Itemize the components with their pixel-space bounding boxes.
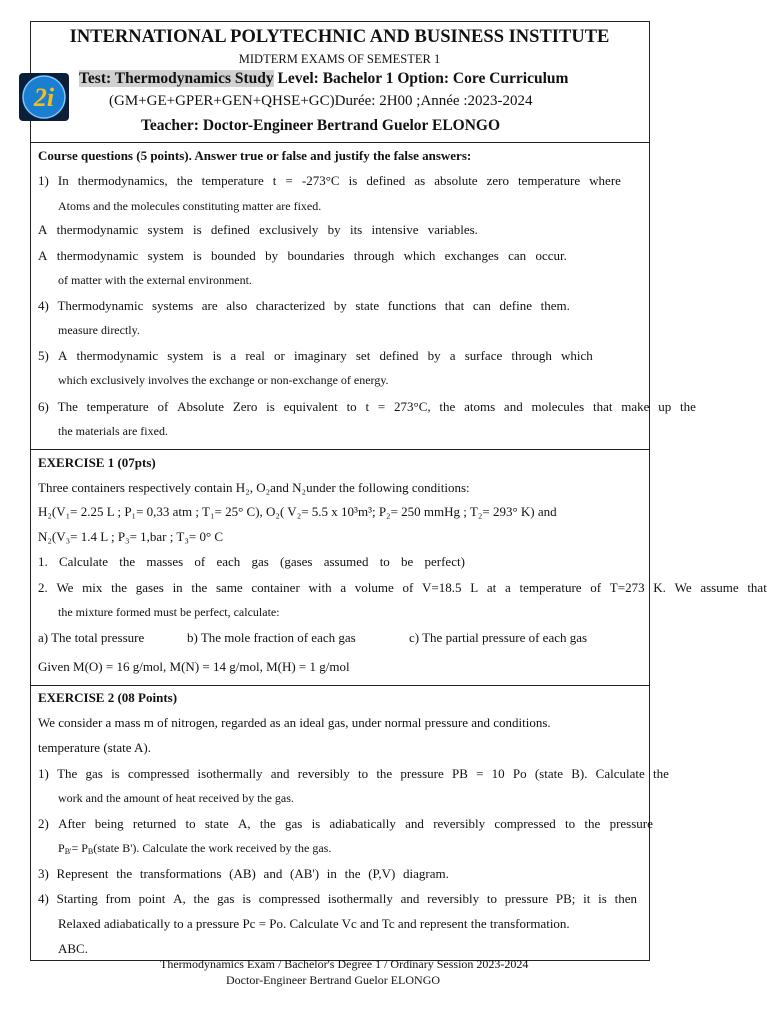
word: is [193, 248, 202, 263]
test-level: Level: Bachelor 1 Option: Core Curriculum [273, 70, 569, 87]
word: or [273, 348, 285, 363]
word: and [263, 866, 283, 881]
exercise-1-qc: c) The partial pressure of each gas [409, 630, 588, 645]
word: a [230, 348, 237, 363]
exercise-2-q1-line1 [38, 766, 669, 782]
word: = [476, 766, 484, 781]
word: as [414, 173, 426, 188]
exercise-1-qb: b) The mole fraction of each gas [187, 630, 356, 645]
word: A, [173, 891, 186, 906]
word: that [444, 298, 465, 313]
word: -273°C [301, 173, 340, 188]
word: to [346, 399, 357, 414]
word: is [266, 399, 275, 414]
word: make [621, 399, 650, 414]
word: through [511, 348, 552, 363]
word: t [272, 173, 277, 188]
exercise-2-q1-line2: work and the amount of heat received by the gas. [58, 791, 294, 805]
course-q4-line2: measure directly. [58, 323, 140, 337]
institute-title: INTERNATIONAL POLYTECHNIC AND BUSINESS INSTITUTE [69, 27, 610, 47]
word: compressed [127, 766, 190, 781]
word: of [157, 399, 169, 414]
word: defined [366, 173, 406, 188]
word: 1. [38, 554, 48, 569]
word: perfect) [424, 554, 465, 569]
word: pressure [609, 816, 653, 831]
word: system [167, 348, 204, 363]
word: transformations [139, 866, 222, 881]
course-q1-line2: Atoms and the molecules constituting matter are fixed. [58, 199, 322, 213]
word: A, [237, 816, 251, 831]
word: them. [540, 298, 570, 313]
course-q6-line1 [38, 399, 696, 415]
logo-text: 2i [33, 83, 55, 112]
exam-subtitle: MIDTERM EXAMS OF SEMESTER 1 [238, 52, 441, 66]
word: L [470, 580, 479, 595]
word: reversibly [297, 766, 350, 781]
word: is [311, 816, 321, 831]
word: gas [284, 816, 303, 831]
word: equivalent [283, 399, 338, 414]
word: systems [151, 298, 194, 313]
course-q5-line2: which exclusively involves the exchange or non-exchange of energy. [58, 373, 389, 387]
word: and [400, 891, 420, 906]
word: K. [653, 580, 666, 595]
word: PB [451, 766, 468, 781]
word: thermodynamics, [77, 173, 168, 188]
word: real [245, 348, 265, 363]
word: thermodynamic [76, 348, 159, 363]
word: 4) [38, 891, 49, 906]
word: compressed [258, 891, 321, 906]
word: thermodynamic [56, 222, 139, 237]
word: In [57, 173, 69, 188]
word: reversibly [427, 891, 480, 906]
word: through [353, 248, 395, 263]
word: the [176, 173, 193, 188]
word: gas [85, 766, 103, 781]
word: that [747, 580, 767, 595]
word: t [365, 399, 370, 414]
word: We [56, 580, 74, 595]
course-q4-line1 [38, 298, 570, 314]
word: Absolute [177, 399, 225, 414]
word: also [226, 298, 248, 313]
word: Calculate [595, 766, 645, 781]
exercise-1-conditions-2: N₂(V₃= 1.4 L ; P₃= 1,bar ; T₃= 0° C [38, 529, 224, 544]
word: reversibly [433, 816, 486, 831]
programs-duration: (GM+GE+GPER+GEN+QHSE+GC)Durée: 2H00 ;Année :2023-2024 [109, 93, 533, 109]
word: gas [251, 554, 269, 569]
word: After [58, 816, 86, 831]
word: pressure [400, 766, 444, 781]
word: of [402, 580, 414, 595]
exercise-2-heading: EXERCISE 2 (08 Points) [38, 690, 178, 705]
word: the [584, 816, 601, 831]
word: state [204, 816, 229, 831]
word: and [270, 766, 290, 781]
exercise-1-conditions-1: H₂(V₁= 2.25 L ; P₁= 0,33 atm ; T₁= 25° C), O₂( V₂= 5.5 x 10³m³; P₂= 250 mmHg ; T₂= 293° K) and [38, 504, 557, 519]
word: and [405, 816, 424, 831]
word: which [403, 248, 436, 263]
exercise-2-q4-line1 [38, 891, 637, 907]
word: (AB) [229, 866, 256, 881]
word: bounded [211, 248, 256, 263]
word: (AB') [290, 866, 320, 881]
word: Zero [232, 399, 258, 414]
word: by [265, 248, 279, 263]
course-q6-line2: the materials are fixed. [58, 424, 168, 438]
word: defined [210, 222, 250, 237]
word: Po [512, 766, 527, 781]
word: defined [379, 348, 419, 363]
word: be [401, 554, 414, 569]
course-q3-line2: of matter with the external environment. [58, 273, 252, 287]
course-q2 [38, 222, 478, 238]
word: PB; [555, 891, 576, 906]
word: which [561, 348, 593, 363]
word: of [194, 554, 206, 569]
word: exchanges [444, 248, 499, 263]
test-line [79, 70, 568, 88]
word: A [38, 248, 48, 263]
exercise-1-intro: Three containers respectively contain H₂, O₂and N₂under the following conditions: [38, 480, 470, 495]
course-heading: Course questions (5 points). Answer true or false and justify the false answers: [38, 148, 472, 163]
word: to [357, 766, 369, 781]
word: in [172, 580, 183, 595]
word: by [333, 298, 347, 313]
word: to [379, 554, 390, 569]
word: a [340, 580, 347, 595]
divider-exercise-2 [30, 685, 649, 686]
word: temperature [201, 173, 264, 188]
word: atoms [464, 399, 496, 414]
exercise-1-q2-line2: the mixture formed must be perfect, calculate: [58, 605, 280, 619]
word: container [251, 580, 300, 595]
word: B). [571, 766, 588, 781]
word: diagram. [403, 866, 449, 881]
word: 273°C, [394, 399, 431, 414]
word: characterized [255, 298, 326, 313]
word: can [508, 248, 527, 263]
word: system [147, 222, 184, 237]
word: being [94, 816, 124, 831]
word: Thermodynamic [57, 298, 144, 313]
course-q3-line1 [38, 248, 567, 264]
word: adiabatically [329, 816, 396, 831]
word: molecules [531, 399, 585, 414]
word: V=18.5 [422, 580, 462, 595]
word: the [191, 580, 208, 595]
word: variables. [427, 222, 478, 237]
word: point [138, 891, 166, 906]
word: imaginary [293, 348, 347, 363]
word: exclusively [259, 222, 319, 237]
word: to [486, 891, 498, 906]
word: assume [700, 580, 739, 595]
word: the [652, 766, 669, 781]
word: the [376, 766, 393, 781]
teacher-name: Teacher: Doctor-Engineer Bertrand Guelor ELONGO [141, 117, 501, 134]
word: the [679, 399, 696, 414]
footer-teacher-line: Doctor-Engineer Bertrand Guelor ELONGO [226, 973, 441, 987]
word: the [259, 816, 276, 831]
word: of [590, 580, 602, 595]
word: 4) [38, 298, 49, 313]
word: is [348, 173, 358, 188]
word: state [355, 298, 380, 313]
exercise-2-q2-line1 [38, 816, 653, 832]
word: isothermally [197, 766, 263, 781]
word: temperature [518, 173, 581, 188]
word: mix [82, 580, 103, 595]
exercise-1-q1 [38, 554, 465, 570]
exercise-2-intro: We consider a mass m of nitrogen, regarded as an ideal gas, under normal pressure and conditions. [38, 715, 551, 730]
word: compressed [494, 816, 556, 831]
exercise-1-qa: a) The total pressure [38, 630, 145, 645]
word: to [185, 816, 196, 831]
word: system [147, 248, 184, 263]
word: functions [387, 298, 437, 313]
word: (gases [280, 554, 313, 569]
word: (P,V) [368, 866, 396, 881]
word: at [486, 580, 497, 595]
exercise-1-given: Given M(O) = 16 g/mol, M(N) = 14 g/mol, M(H) = 1 g/mol [38, 659, 350, 674]
divider-header [30, 142, 649, 143]
word: that [592, 399, 613, 414]
word: occur. [535, 248, 567, 263]
word: where [589, 173, 621, 188]
word: intensive [371, 222, 419, 237]
word: a [449, 348, 456, 363]
word: The [57, 766, 78, 781]
course-q1-line1 [38, 173, 621, 189]
word: with [308, 580, 332, 595]
exercise-2-q3 [38, 866, 449, 882]
word: is [192, 222, 202, 237]
word: is [242, 891, 251, 906]
word: 3) [38, 866, 49, 881]
word: The [57, 399, 78, 414]
word: 1) [38, 173, 49, 188]
word: temperature [86, 399, 149, 414]
word: are [201, 298, 218, 313]
exercise-2-intro-2: temperature (state A). [38, 740, 151, 755]
word: from [105, 891, 131, 906]
word: set [355, 348, 371, 363]
word: = [377, 399, 386, 414]
word: = [285, 173, 293, 188]
word: 6) [38, 399, 49, 414]
word: gases [135, 580, 164, 595]
word: the [119, 554, 136, 569]
word: thermodynamic [56, 248, 139, 263]
word: is [212, 348, 222, 363]
word: each [216, 554, 241, 569]
word: up [658, 399, 672, 414]
word: and [503, 399, 523, 414]
word: assumed [323, 554, 369, 569]
word: returned [132, 816, 177, 831]
word: masses [146, 554, 184, 569]
word: by [327, 222, 341, 237]
word: the [111, 580, 127, 595]
word: zero [486, 173, 509, 188]
exercise-1-heading: EXERCISE 1 (07pts) [38, 455, 156, 470]
word: Calculate [58, 554, 109, 569]
word: surface [464, 348, 503, 363]
word: temperature [519, 580, 582, 595]
word: define [499, 298, 532, 313]
exercise-2-q2-line2: $P_{B'}=$ $P_B(state$ B'). Calculate the work received by the gas. [58, 841, 332, 856]
word: absolute [434, 173, 478, 188]
exercise-1-q2-line1 [38, 580, 767, 596]
word: pressure [504, 891, 549, 906]
word: by [427, 348, 441, 363]
word: can [472, 298, 491, 313]
test-label: Test: Thermodynamics Study [79, 70, 274, 87]
word: Starting [56, 891, 98, 906]
word: 2. [38, 580, 48, 595]
word: 2) [38, 816, 49, 831]
word: gas [217, 891, 235, 906]
word: then [614, 891, 637, 906]
word: A [38, 222, 48, 237]
word: it [583, 891, 591, 906]
word: (state [534, 766, 563, 781]
exercise-2-q4-line3: ABC. [58, 941, 88, 956]
institute-logo-icon [18, 72, 70, 122]
divider-exercise-1 [30, 449, 649, 450]
exercise-2-q4-line2: Relaxed adiabatically to a pressure Pc = Po. Calculate Vc and Tc and represent the transformation. [58, 916, 570, 931]
word: volume [354, 580, 394, 595]
word: its [349, 222, 363, 237]
word: is [111, 766, 120, 781]
course-q5-line1 [38, 348, 593, 364]
word: the [116, 866, 133, 881]
word: 1) [38, 766, 49, 781]
word: in [326, 866, 337, 881]
footer-exam-line: Thermodynamics Exam / Bachelor's Degree 1 / Ordinary Session 2023-2024 [160, 957, 529, 971]
word: the [439, 399, 456, 414]
word: T=273 [609, 580, 645, 595]
word: A [58, 348, 68, 363]
word: a [504, 580, 511, 595]
word: to [565, 816, 576, 831]
word: the [344, 866, 361, 881]
word: isothermally [327, 891, 393, 906]
word: We [674, 580, 692, 595]
word: Represent [56, 866, 109, 881]
word: 10 [491, 766, 505, 781]
word: boundaries [287, 248, 345, 263]
word: same [215, 580, 243, 595]
word: is [598, 891, 607, 906]
word: 5) [38, 348, 49, 363]
word: the [193, 891, 210, 906]
